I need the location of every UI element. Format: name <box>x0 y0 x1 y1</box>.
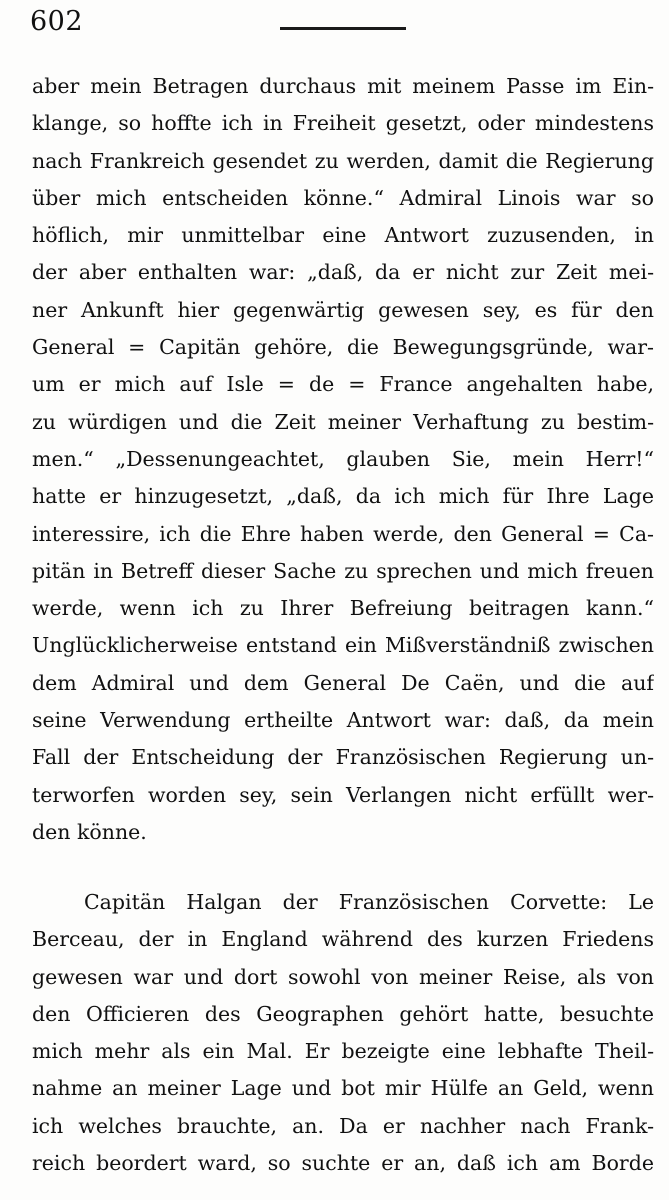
text-line: gewesen war und dort sowohl von meiner Reise, als von <box>32 964 654 989</box>
page-number: 602 <box>30 6 84 37</box>
text-line: mich mehr als ein Mal. Er bezeigte eine lebhafte Theil- <box>32 1039 654 1064</box>
text-line: aber mein Betragen durchaus mit meinem Passe im Ein- <box>32 74 654 98</box>
text-line: dem Admiral und dem General De Caën, und die auf <box>32 670 654 695</box>
text-line: der aber enthalten war: „daß, da er nicht zur Zeit mei- <box>32 260 654 285</box>
text-line: General = Capitän gehöre, die Bewegungsgründe, war- <box>32 335 654 360</box>
text-line: Fall der Entscheidung der Französischen Regierung un- <box>32 745 654 770</box>
paragraph-2 <box>32 884 654 1182</box>
text-line: reich beordert ward, so suchte er an, daß ich am Borde <box>32 1151 654 1176</box>
text-line: zu würdigen und die Zeit meiner Verhaftung zu bestim- <box>32 409 654 434</box>
text-line: Capitän Halgan der Französischen Corvette: Le <box>84 890 654 914</box>
text-line: ich welches brauchte, an. Da er nachher nach Frank- <box>32 1113 654 1138</box>
header-rule <box>280 27 406 30</box>
text-line: nahme an meiner Lage und bot mir Hülfe an Geld, wenn <box>32 1076 654 1101</box>
text-line: höflich, mir unmittelbar eine Antwort zuzusenden, in <box>32 223 654 248</box>
text-line: ner Ankunft hier gegenwärtig gewesen sey, es für den <box>32 297 654 322</box>
text-line: Unglücklicherweise entstand ein Mißverständniß zwischen <box>32 633 654 658</box>
text-line: werde, wenn ich zu Ihrer Befreiung beitragen kann.“ <box>32 596 654 621</box>
text-line: um er mich auf Isle = de = France angehalten habe, <box>32 372 654 397</box>
text-line: men.“ „Dessenungeachtet, glauben Sie, mein Herr!“ <box>32 446 654 471</box>
text-line: Berceau, der in England während des kurzen Friedens <box>32 927 654 952</box>
text-line: den könne. <box>32 819 147 844</box>
text-line: über mich entscheiden könne.“ Admiral Linois war so <box>32 185 654 210</box>
text-line: klange, so hoffte ich in Freiheit gesetzt, oder mindestens <box>32 111 654 136</box>
text-line: pitän in Betreff dieser Sache zu sprechen und mich freuen <box>32 558 654 583</box>
text-line: interessire, ich die Ehre haben werde, den General = Ca- <box>32 521 654 546</box>
paragraph-1 <box>32 68 654 851</box>
text-line: terworfen worden sey, sein Verlangen nicht erfüllt wer- <box>32 782 654 807</box>
text-line: nach Frankreich gesendet zu werden, damit die Regierung <box>32 148 654 173</box>
text-line: seine Verwendung ertheilte Antwort war: daß, da mein <box>32 708 654 733</box>
text-line: den Officieren des Geographen gehört hatte, besuchte <box>32 1001 654 1026</box>
text-line: hatte er hinzugesetzt, „daß, da ich mich für Ihre Lage <box>32 484 654 509</box>
